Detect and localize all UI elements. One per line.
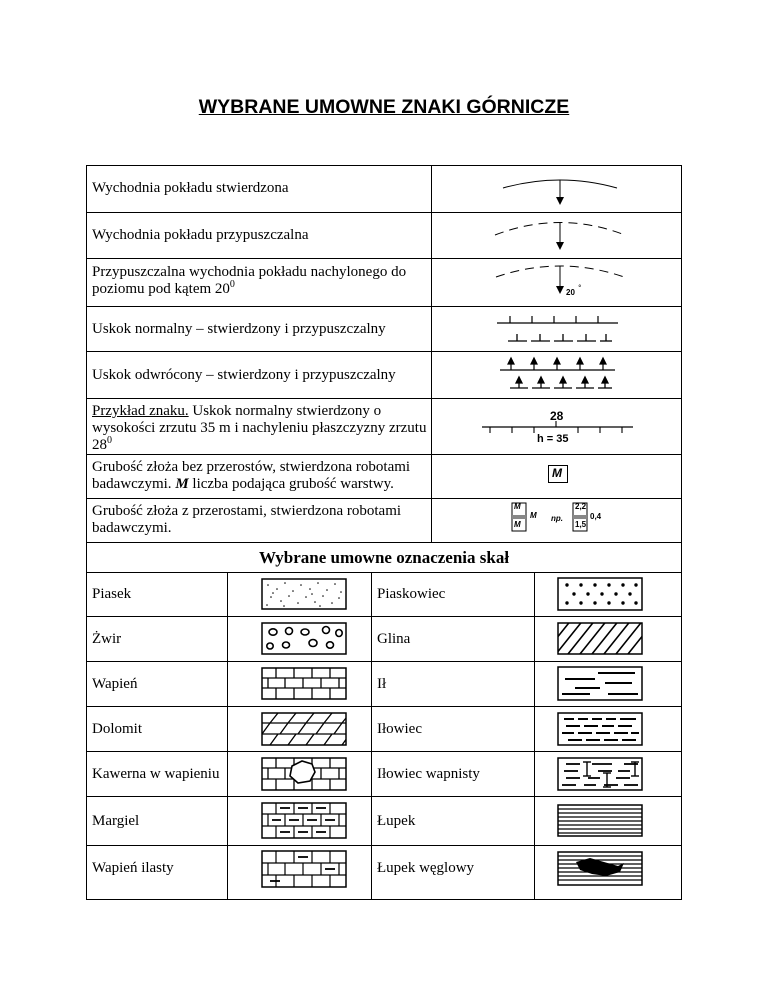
- row-divider: [86, 212, 682, 213]
- rock-name-glina: Glina: [377, 631, 411, 647]
- rock-row-divider: [86, 661, 682, 662]
- sign-label-outcrop-presumed: Wychodnia pokładu przypuszczalna: [92, 227, 309, 243]
- rock-name-margiel: Margiel: [92, 813, 140, 829]
- partings-m-side: M: [530, 511, 537, 520]
- rock-name-ilowiec: Iłowiec: [377, 721, 422, 737]
- rock-name-zwir: Żwir: [92, 631, 122, 647]
- rock-name-il: Ił: [377, 676, 387, 692]
- rock-name-piasek: Piasek: [92, 586, 132, 602]
- sign-label-fault-example: Przykład znaku. Uskok normalny stwierdzony o wysokości zrzutu 35 m i nachyleniu płaszczyzny zrzutu $28^0$: [92, 403, 427, 453]
- sign-label-outcrop-confirmed: Wychodnia pokładu stwierdzona: [92, 180, 289, 196]
- rocks-header-divider: [86, 572, 682, 573]
- partings-m-bottom: M: [514, 520, 521, 529]
- rock-name-lupek-weglowy: Łupek węglowy: [377, 860, 475, 876]
- deposit-thickness-label: M: [552, 466, 562, 480]
- signs-column-divider: [431, 165, 432, 543]
- sign-label-normal-fault: Uskok normalny – stwierdzony i przypuszczalny: [92, 321, 386, 337]
- rock-row-divider: [86, 845, 682, 846]
- rock-row-divider: [86, 751, 682, 752]
- fault-example-throw: h = 35: [537, 433, 569, 445]
- rock-row-divider: [86, 706, 682, 707]
- rock-name-kawerna: Kawerna w wapieniu: [92, 766, 220, 782]
- rock-row-divider: [86, 796, 682, 797]
- rock-name-lupek: Łupek: [377, 813, 416, 829]
- rock-name-piaskowiec: Piaskowiec: [377, 586, 446, 602]
- rock-name-wapien-ilasty: Wapień ilasty: [92, 860, 174, 876]
- row-divider: [86, 306, 682, 307]
- rock-row-divider: [86, 616, 682, 617]
- inclined-outcrop-angle: 20: [566, 288, 575, 297]
- partings-m-top: M: [514, 502, 521, 511]
- rocks-section-title: Wybrane umowne oznaczenia skał: [258, 548, 510, 567]
- row-divider: [86, 258, 682, 259]
- row-divider: [86, 351, 682, 352]
- partings-example-np: np.: [551, 514, 563, 523]
- partings-value-bottom: 1,5: [575, 520, 587, 529]
- sign-label-reverse-fault: Uskok odwrócony – stwierdzony i przypuszczalny: [92, 367, 396, 383]
- rock-name-ilowiec-wapnisty: Iłowiec wapnisty: [377, 766, 480, 782]
- partings-value-top: 2,2: [575, 502, 587, 511]
- fault-example-dip: 28: [550, 409, 564, 423]
- row-divider: [86, 398, 682, 399]
- rocks-column-divider: [534, 572, 535, 900]
- rocks-column-divider: [371, 572, 372, 900]
- sign-label-deposit-thickness: Grubość złoża bez przerostów, stwierdzona robotami badawczymi. M liczba podająca grubość warstwy.: [92, 459, 411, 492]
- rock-name-wapien: Wapień: [92, 676, 138, 692]
- sign-label-deposit-with-partings: Grubość złoża z przerostami, stwierdzona robotami badawczymi.: [92, 503, 402, 536]
- rocks-column-divider: [227, 572, 228, 900]
- sign-label-inclined-outcrop: Przypuszczalna wychodnia pokładu nachylonego do poziomu pod kątem $20^0$: [92, 264, 407, 297]
- row-divider: [86, 454, 682, 455]
- partings-value-side: 0,4: [590, 512, 602, 521]
- inclined-outcrop-degree-mark: °: [578, 284, 582, 292]
- row-divider: [86, 498, 682, 499]
- page-title: WYBRANE UMOWNE ZNAKI GÓRNICZE: [198, 96, 570, 118]
- rock-name-dolomit: Dolomit: [92, 721, 143, 737]
